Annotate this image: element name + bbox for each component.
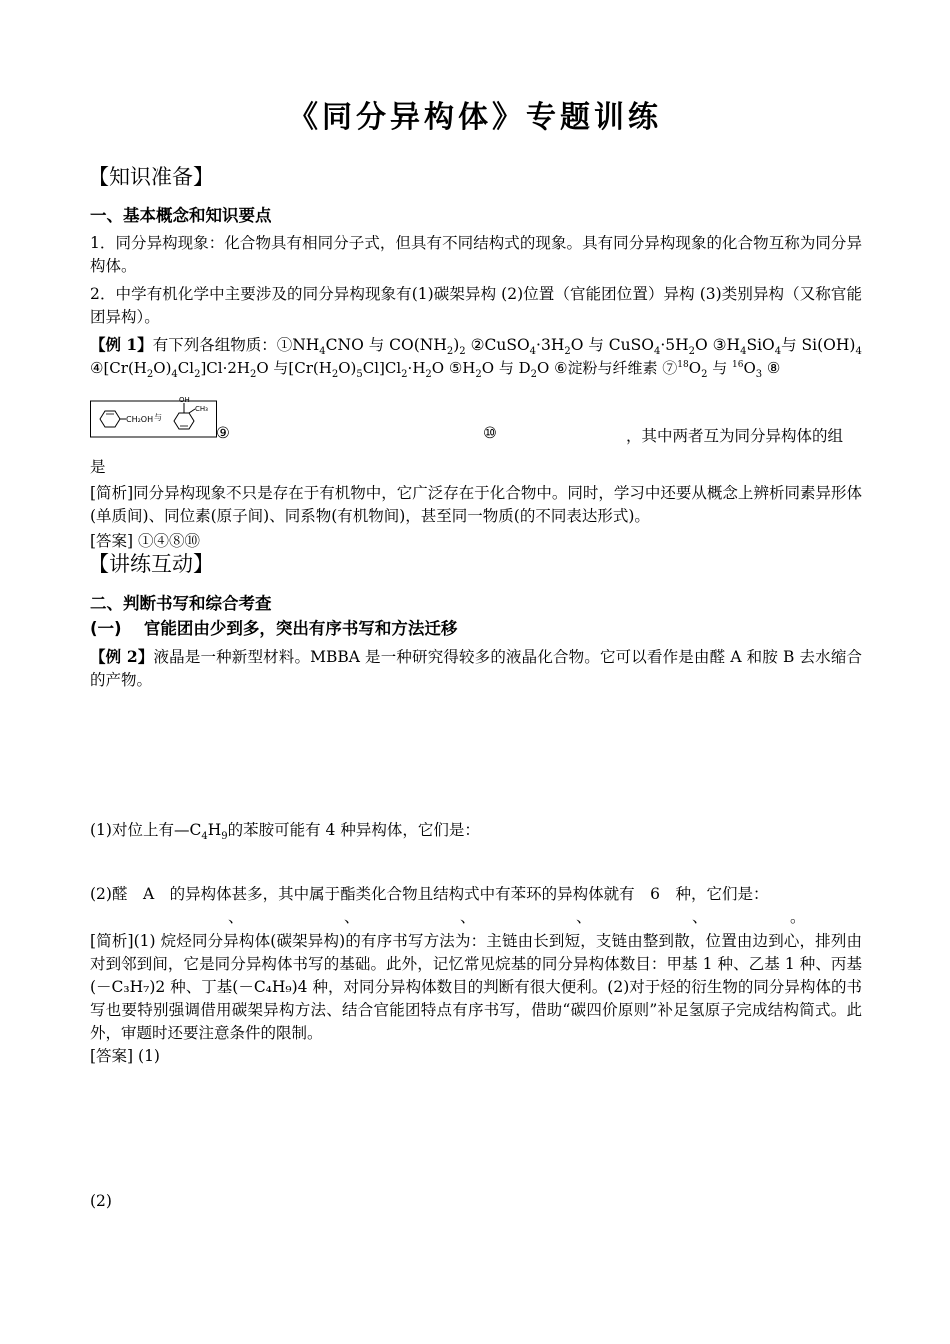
example2-label: 【例 2】 — [90, 647, 154, 666]
text-fragment: O 与 CuSO — [570, 336, 654, 354]
example1-line1 — [90, 333, 862, 357]
text-fragment: O) — [338, 359, 357, 377]
subscript: 2 — [475, 369, 482, 380]
svg-text:OH: OH — [179, 396, 190, 404]
subscript: 3 — [755, 369, 763, 380]
subscript: 2 — [425, 369, 432, 380]
example2-question2: (2)醛 A 的异构体甚多，其中属于酯类化合物且结构式中有苯环的异构体就有 6 种，它们是： — [90, 885, 769, 903]
example1-answer: [答案] ①④⑧⑩ — [90, 532, 201, 550]
example1-intro: 有下列各组物质： — [152, 336, 277, 354]
subscript: 4 — [653, 346, 661, 358]
paragraph-isomer-types: 2．中学有机化学中主要涉及的同分异构现象有(1)碳架异构 (2)位置（官能团位置）异构 (3)类别异构（又称官能团异构）。 — [90, 285, 862, 326]
example1-label: 【例 1】 — [90, 335, 153, 354]
svg-text:CH₃: CH₃ — [195, 405, 208, 413]
text-fragment: O ⑤H — [431, 359, 476, 377]
text-fragment: ④[Cr(H — [90, 359, 147, 377]
text-fragment: CNO 与 CO(NH — [325, 336, 447, 354]
subscript: 2 — [530, 369, 537, 380]
example2-analysis: [简析](1) 烷烃同分异构体(碳架异构)的有序书写方法为：主链由长到短，支链由整到散，位置由边到心，排列由对到邻到间，它是同分异构体书写的基础。此外，记忆常见烷基的同分异构体数目：甲基 1 种、乙基 1 种、丙基(－C₃H₇)2 种、丁基(－C₄H₉)4 种，对同分异构体数目的判断有很大便利。(2)对于烃的衍生物的同分异构体的书写也要特别强调借用碳架异构方法、结合官能团特点有序书写，借助“碳四价原则”补足氢原子完成结构简式。此外，审题时还要注意条件的限制。 — [90, 932, 862, 1042]
text-fragment: ·3H — [536, 336, 565, 354]
item-9-label: ⑨ — [216, 424, 230, 442]
superscript: 16 — [731, 360, 744, 370]
subscript: 2 — [564, 346, 571, 358]
subscript: 2 — [459, 346, 466, 358]
subscript: 2 — [401, 369, 408, 380]
example2-answer-part1: [答案] (1) — [90, 1047, 160, 1065]
text-fragment: Cl — [177, 359, 195, 377]
blank-separator: 、 — [344, 908, 360, 926]
text-fragment: O ③H — [695, 336, 741, 354]
text-fragment: Cl]Cl — [362, 359, 402, 377]
text-fragment: ]Cl·2H — [200, 359, 250, 377]
text-fragment: 与 — [707, 359, 732, 377]
page-title: 《同分异构体》专题训练 — [288, 100, 662, 135]
subscript: 4 — [201, 831, 208, 843]
text-fragment: O — [743, 359, 756, 377]
subscript: 4 — [740, 346, 747, 358]
example1-analysis: [简析]同分异构现象不只是存在于有机物中，它广泛存在于化合物中。同时，学习中还要从概念上辨析同素异形体(单质间)、同位素(原子间)、同系物(有机物间)，甚至同一物质(的不同表达形式)。 — [90, 484, 862, 525]
structure-image-benzyl-alcohol-cresol — [90, 393, 218, 439]
subscript: 2 — [146, 369, 154, 380]
example2-answer-part2: (2) — [90, 1192, 112, 1210]
superscript: 18 — [677, 360, 689, 370]
text-fragment: H — [207, 821, 222, 839]
example2-stem — [90, 645, 862, 692]
subscript: 4 — [529, 346, 537, 358]
subscript: 4 — [774, 346, 782, 358]
subscript: 4 — [855, 346, 862, 358]
paragraph-definition: 1．同分异构现象：化合物具有相同分子式，但具有不同结构式的现象。具有同分异构现象的化合物互称为同分异构体。 — [90, 234, 862, 275]
text-fragment: ①NH — [276, 336, 320, 354]
text-fragment: 的苯胺可能有 4 种异构体，它们是： — [227, 821, 480, 839]
subscript: 9 — [221, 831, 228, 843]
text-fragment: O 与 D — [481, 359, 531, 377]
text-fragment: O — [688, 359, 702, 377]
text-fragment: O 与[Cr(H — [256, 359, 332, 377]
example1-question-tail: ，其中两者互为同分异构体的组 — [626, 427, 844, 445]
subscript: 2 — [331, 369, 339, 380]
section-practice-interaction: 【讲练互动】 — [88, 552, 214, 576]
svg-text:CH₂OH: CH₂OH — [126, 415, 154, 424]
section-heading-judgement: 二、判断书写和综合考查 — [90, 594, 272, 613]
text-fragment: (1)对位上有—C — [90, 821, 202, 839]
text-fragment: O ⑥淀粉与纤维素 ⑦ — [537, 359, 678, 377]
subscript: 2 — [446, 346, 454, 358]
text-fragment: SiO — [746, 336, 775, 354]
text-fragment: ⑧ — [762, 359, 781, 377]
example1-question-tail2: 是 — [90, 458, 106, 476]
item-10-label: ⑩ — [483, 424, 497, 442]
section-heading-basic-concepts: 一、基本概念和知识要点 — [90, 206, 272, 225]
text-fragment: O) — [153, 359, 172, 377]
blank-separator: 、 — [576, 908, 592, 926]
text-fragment: 与 Si(OH) — [781, 336, 856, 354]
subsection-heading-functional-groups: (一) 官能团由少到多，突出有序书写和方法迁移 — [90, 619, 458, 638]
example1-line2 — [90, 357, 862, 380]
subscript: 5 — [356, 369, 363, 380]
example2-question1 — [90, 819, 862, 842]
text-fragment: ②CuSO — [465, 336, 530, 354]
subscript: 2 — [701, 369, 708, 380]
subscript: 2 — [249, 369, 257, 380]
subscript: 2 — [194, 369, 201, 380]
blank-separator: 、 — [460, 908, 476, 926]
section-knowledge-prep: 【知识准备】 — [88, 165, 214, 189]
blank-separator: 、 — [692, 908, 708, 926]
blank-separator: 。 — [790, 908, 806, 926]
blank-separator: 、 — [228, 908, 244, 926]
text-fragment: ·H — [407, 359, 426, 377]
subscript: 4 — [171, 369, 178, 380]
subscript: 2 — [688, 346, 696, 358]
example2-stem-text: 液晶是一种新型材料。MBBA 是一种研究得较多的液晶化合物。它可以看作是由醛 A 和胺 B 去水缩合的产物。 — [90, 648, 862, 689]
subscript: 4 — [319, 346, 326, 358]
text-fragment: ·5H — [660, 336, 689, 354]
text-fragment: ) — [453, 336, 460, 354]
svg-text:与: 与 — [154, 413, 162, 422]
